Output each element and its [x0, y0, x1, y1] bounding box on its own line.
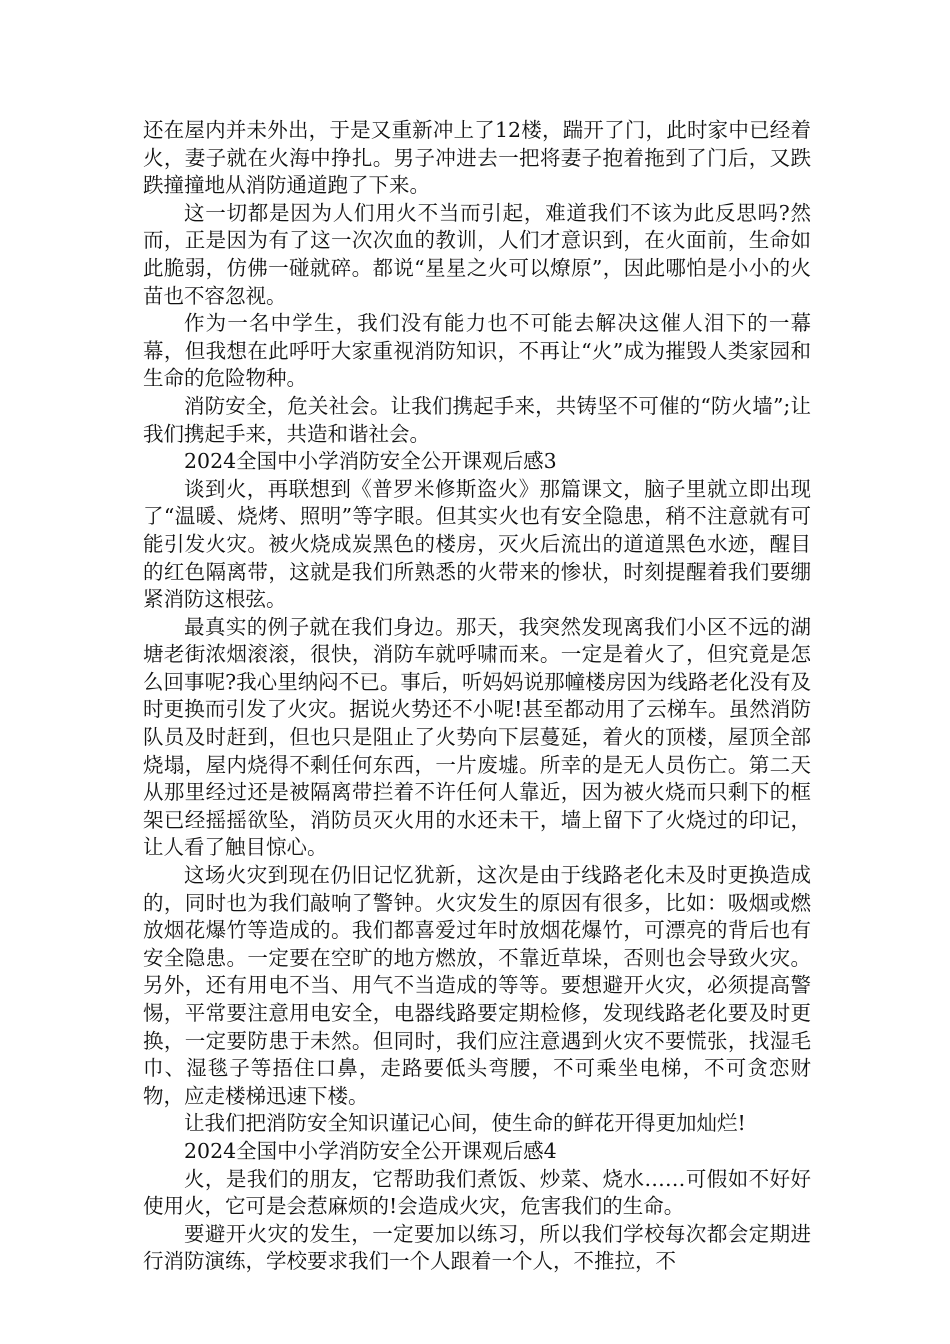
paragraph: 作为一名中学生，我们没有能力也不可能去解决这催人泪下的一幕幕，但我想在此呼吁大家重视消防知识，不再让“火”成为摧毁人类家园和生命的危险物种。	[143, 311, 811, 391]
paragraph: 最真实的例子就在我们身边。那天，我突然发现离我们小区不远的湖塘老街浓烟滚滚，很快，消防车就呼啸而来。一定是着火了，但究竟是怎么回事呢?我心里纳闷不已。事后，听妈妈说那幢楼房因为线路老化没有及时更换而引发了火灾。据说火势还不小呢!甚至都动用了云梯车。虽然消防队员及时赶到，但也只是阻止了火势向下层蔓延，着火的顶楼，屋顶全部烧塌，屋内烧得不剩任何东西，一片废墟。所幸的是无人员伤亡。第二天从那里经过还是被隔离带拦着不许任何人靠近，因为被火烧而只剩下的框架已经摇摇欲坠，消防员灭火用的水还未干，墙上留下了火烧过的印记，让人看了触目惊心。	[143, 614, 811, 860]
document-page	[143, 117, 811, 1276]
paragraph: 火，是我们的朋友，它帮助我们煮饭、炒菜、烧水……可假如不好好使用火，它可是会惹麻烦的!会造成火灾，危害我们的生命。	[143, 1166, 811, 1219]
section-heading: 2024全国中小学消防安全公开课观后感4	[184, 1138, 557, 1163]
section-heading: 2024全国中小学消防安全公开课观后感3	[184, 449, 557, 474]
paragraph: 消防安全，危关社会。让我们携起手来，共铸坚不可催的“防火墙”;让我们携起手来，共造和谐社会。	[143, 393, 811, 446]
paragraph: 这一切都是因为人们用火不当而引起，难道我们不该为此反思吗?然而，正是因为有了这一次次血的教训，人们才意识到，在火面前，生命如此脆弱，仿佛一碰就碎。都说“星星之火可以燎原”，因此哪怕是小小的火苗也不容忽视。	[143, 200, 811, 308]
paragraph-continued: 还在屋内并未外出，于是又重新冲上了12楼，踹开了门，此时家中已经着火，妻子就在火海中挣扎。男子冲进去一把将妻子抱着拖到了门后，又跌跌撞撞地从消防通道跑了下来。	[143, 118, 811, 198]
paragraph: 这场火灾到现在仍旧记忆犹新，这次是由于线路老化未及时更换造成的，同时也为我们敲响了警钟。火灾发生的原因有很多，比如：吸烟或燃放烟花爆竹等造成的。我们都喜爱过年时放烟花爆竹，可漂亮的背后也有安全隐患。一定要在空旷的地方燃放，不靠近草垛，否则也会导致火灾。另外，还有用电不当、用气不当造成的等等。要想避开火灾，必须提高警惕，平常要注意用电安全，电器线路要定期检修，发现线路老化要及时更换，一定要防患于未然。但同时，我们应注意遇到火灾不要慌张，找湿毛巾、湿毯子等捂住口鼻，走路要低头弯腰，不可乘坐电梯，不可贪恋财物，应走楼梯迅速下楼。	[143, 863, 811, 1108]
paragraph: 谈到火，再联想到《普罗米修斯盗火》那篇课文，脑子里就立即出现了“温暖、烧烤、照明”等字眼。但其实火也有安全隐患，稍不注意就有可能引发火灾。被火烧成炭黑色的楼房，灭火后流出的道道黑色水迹，醒目的红色隔离带，这就是我们所熟悉的火带来的惨状，时刻提醒着我们要绷紧消防这根弦。	[143, 476, 811, 612]
paragraph: 让我们把消防安全知识谨记心间，使生命的鲜花开得更加灿烂!	[184, 1111, 746, 1136]
paragraph: 要避开火灾的发生，一定要加以练习，所以我们学校每次都会定期进行消防演练，学校要求我们一个人跟着一个人，不推拉，不	[143, 1221, 811, 1274]
